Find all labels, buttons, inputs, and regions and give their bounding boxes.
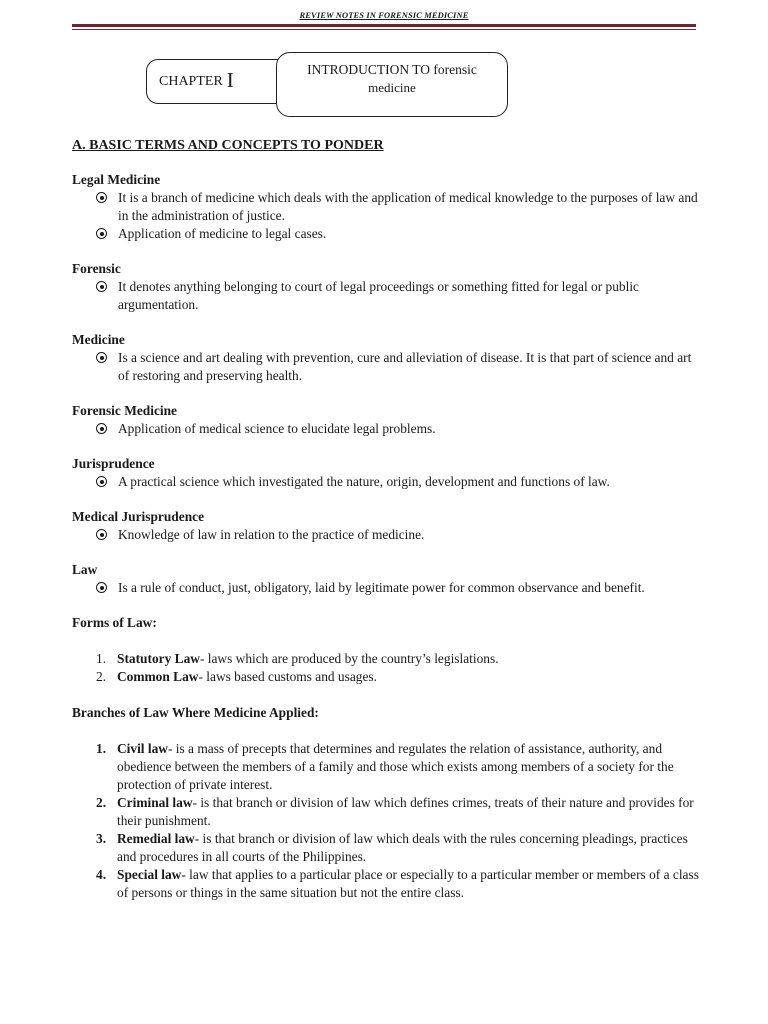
forms-of-law-item	[72, 650, 702, 668]
item-term: Civil law	[117, 741, 168, 756]
document-body	[72, 137, 702, 902]
circle-bullet-icon	[96, 423, 107, 434]
chapter-title-line-1: INTRODUCTION TO forensic	[307, 62, 477, 77]
item-description: - is that branch or division of law which defines crimes, treats of their nature and provides for their punishment.	[117, 795, 694, 828]
branch-item	[72, 794, 702, 830]
term-forensic	[72, 260, 702, 314]
term-name: Medicine	[72, 332, 125, 347]
term-bullet	[72, 526, 702, 544]
circle-bullet-icon	[96, 476, 107, 487]
circle-bullet-icon	[96, 529, 107, 540]
item-term: Statutory Law	[117, 651, 200, 666]
term-medical-jurisprudence	[72, 508, 702, 544]
term-bullet	[72, 579, 702, 597]
bullet-text: Application of medical science to elucidate legal problems.	[118, 421, 436, 436]
term-name: Jurisprudence	[72, 456, 155, 471]
chapter-title-line-2: medicine	[368, 80, 416, 95]
forms-of-law-item	[72, 668, 702, 686]
bullet-text: Application of medicine to legal cases.	[118, 226, 327, 241]
item-number: 2.	[96, 669, 107, 684]
term-bullet	[72, 278, 702, 314]
item-term: Special law	[117, 867, 182, 882]
item-description: - is that branch or division of law which deals with the rules concerning pleadings, practices and procedures in all courts of the Philippines.	[117, 831, 688, 864]
circle-bullet-icon	[96, 192, 107, 203]
forms-of-law-title: Forms of Law:	[72, 615, 157, 630]
circle-bullet-icon	[96, 352, 107, 363]
chapter-label: CHAPTER	[159, 73, 223, 89]
item-description: - laws based customs and usages.	[198, 669, 377, 684]
page-header-title: REVIEW NOTES IN FORENSIC MEDICINE	[299, 10, 469, 20]
item-number: 3.	[96, 831, 107, 846]
bullet-text: A practical science which investigated the nature, origin, development and functions of law.	[118, 474, 610, 489]
section-title: A. BASIC TERMS AND CONCEPTS TO PONDER	[72, 138, 384, 153]
term-name: Forensic Medicine	[72, 403, 177, 418]
item-number: 1.	[96, 651, 107, 666]
item-number: 1.	[96, 741, 107, 756]
term-name: Law	[72, 562, 98, 577]
header-rule-thin	[72, 29, 696, 30]
bullet-text: It is a branch of medicine which deals with the application of medical knowledge to the purposes of law and in the administration of justice.	[118, 190, 698, 223]
item-description: - laws which are produced by the country’s legislations.	[199, 651, 499, 666]
item-description: - law that applies to a particular place or especially to a particular member or members of a class of persons or things in the same situation but not the entire class.	[117, 867, 699, 900]
chapter-numeral: I	[226, 68, 234, 92]
term-name: Forensic	[72, 261, 121, 276]
term-medicine	[72, 331, 702, 385]
branch-item	[72, 740, 702, 794]
item-number: 4.	[96, 867, 107, 882]
term-bullet	[72, 473, 702, 491]
circle-bullet-icon	[96, 281, 107, 292]
chapter-title-box	[276, 52, 508, 117]
item-description: - is a mass of precepts that determines and regulates the relation of assistance, authority, and obedience between the members of a family and those which exists among members of a society for the protection of private interest.	[117, 741, 674, 792]
bullet-text: Is a rule of conduct, just, obligatory, laid by legitimate power for common observance and benefit.	[118, 580, 645, 595]
term-name: Legal Medicine	[72, 172, 161, 187]
branch-item	[72, 866, 702, 902]
item-term: Common Law	[117, 669, 199, 684]
branch-item	[72, 830, 702, 866]
bullet-text: Knowledge of law in relation to the practice of medicine.	[118, 527, 425, 542]
term-bullet	[72, 349, 702, 385]
term-legal-medicine	[72, 171, 702, 243]
term-bullet	[72, 189, 702, 225]
term-name: Medical Jurisprudence	[72, 509, 205, 524]
term-forensic-medicine	[72, 402, 702, 438]
circle-bullet-icon	[96, 582, 107, 593]
branches-of-law-title: Branches of Law Where Medicine Applied:	[72, 705, 319, 720]
term-law	[72, 561, 702, 597]
circle-bullet-icon	[96, 228, 107, 239]
bullet-text: It denotes anything belonging to court of legal proceedings or something fitted for legal or public argumentation.	[118, 279, 639, 312]
term-bullet	[72, 225, 702, 243]
bullet-text: Is a science and art dealing with prevention, cure and alleviation of disease. It is that part of science and art of restoring and preserving health.	[118, 350, 692, 383]
item-term: Remedial law	[117, 831, 195, 846]
header-rule-thick	[72, 24, 696, 27]
item-number: 2.	[96, 795, 107, 810]
term-bullet	[72, 420, 702, 438]
item-term: Criminal law	[117, 795, 193, 810]
term-jurisprudence	[72, 455, 702, 491]
